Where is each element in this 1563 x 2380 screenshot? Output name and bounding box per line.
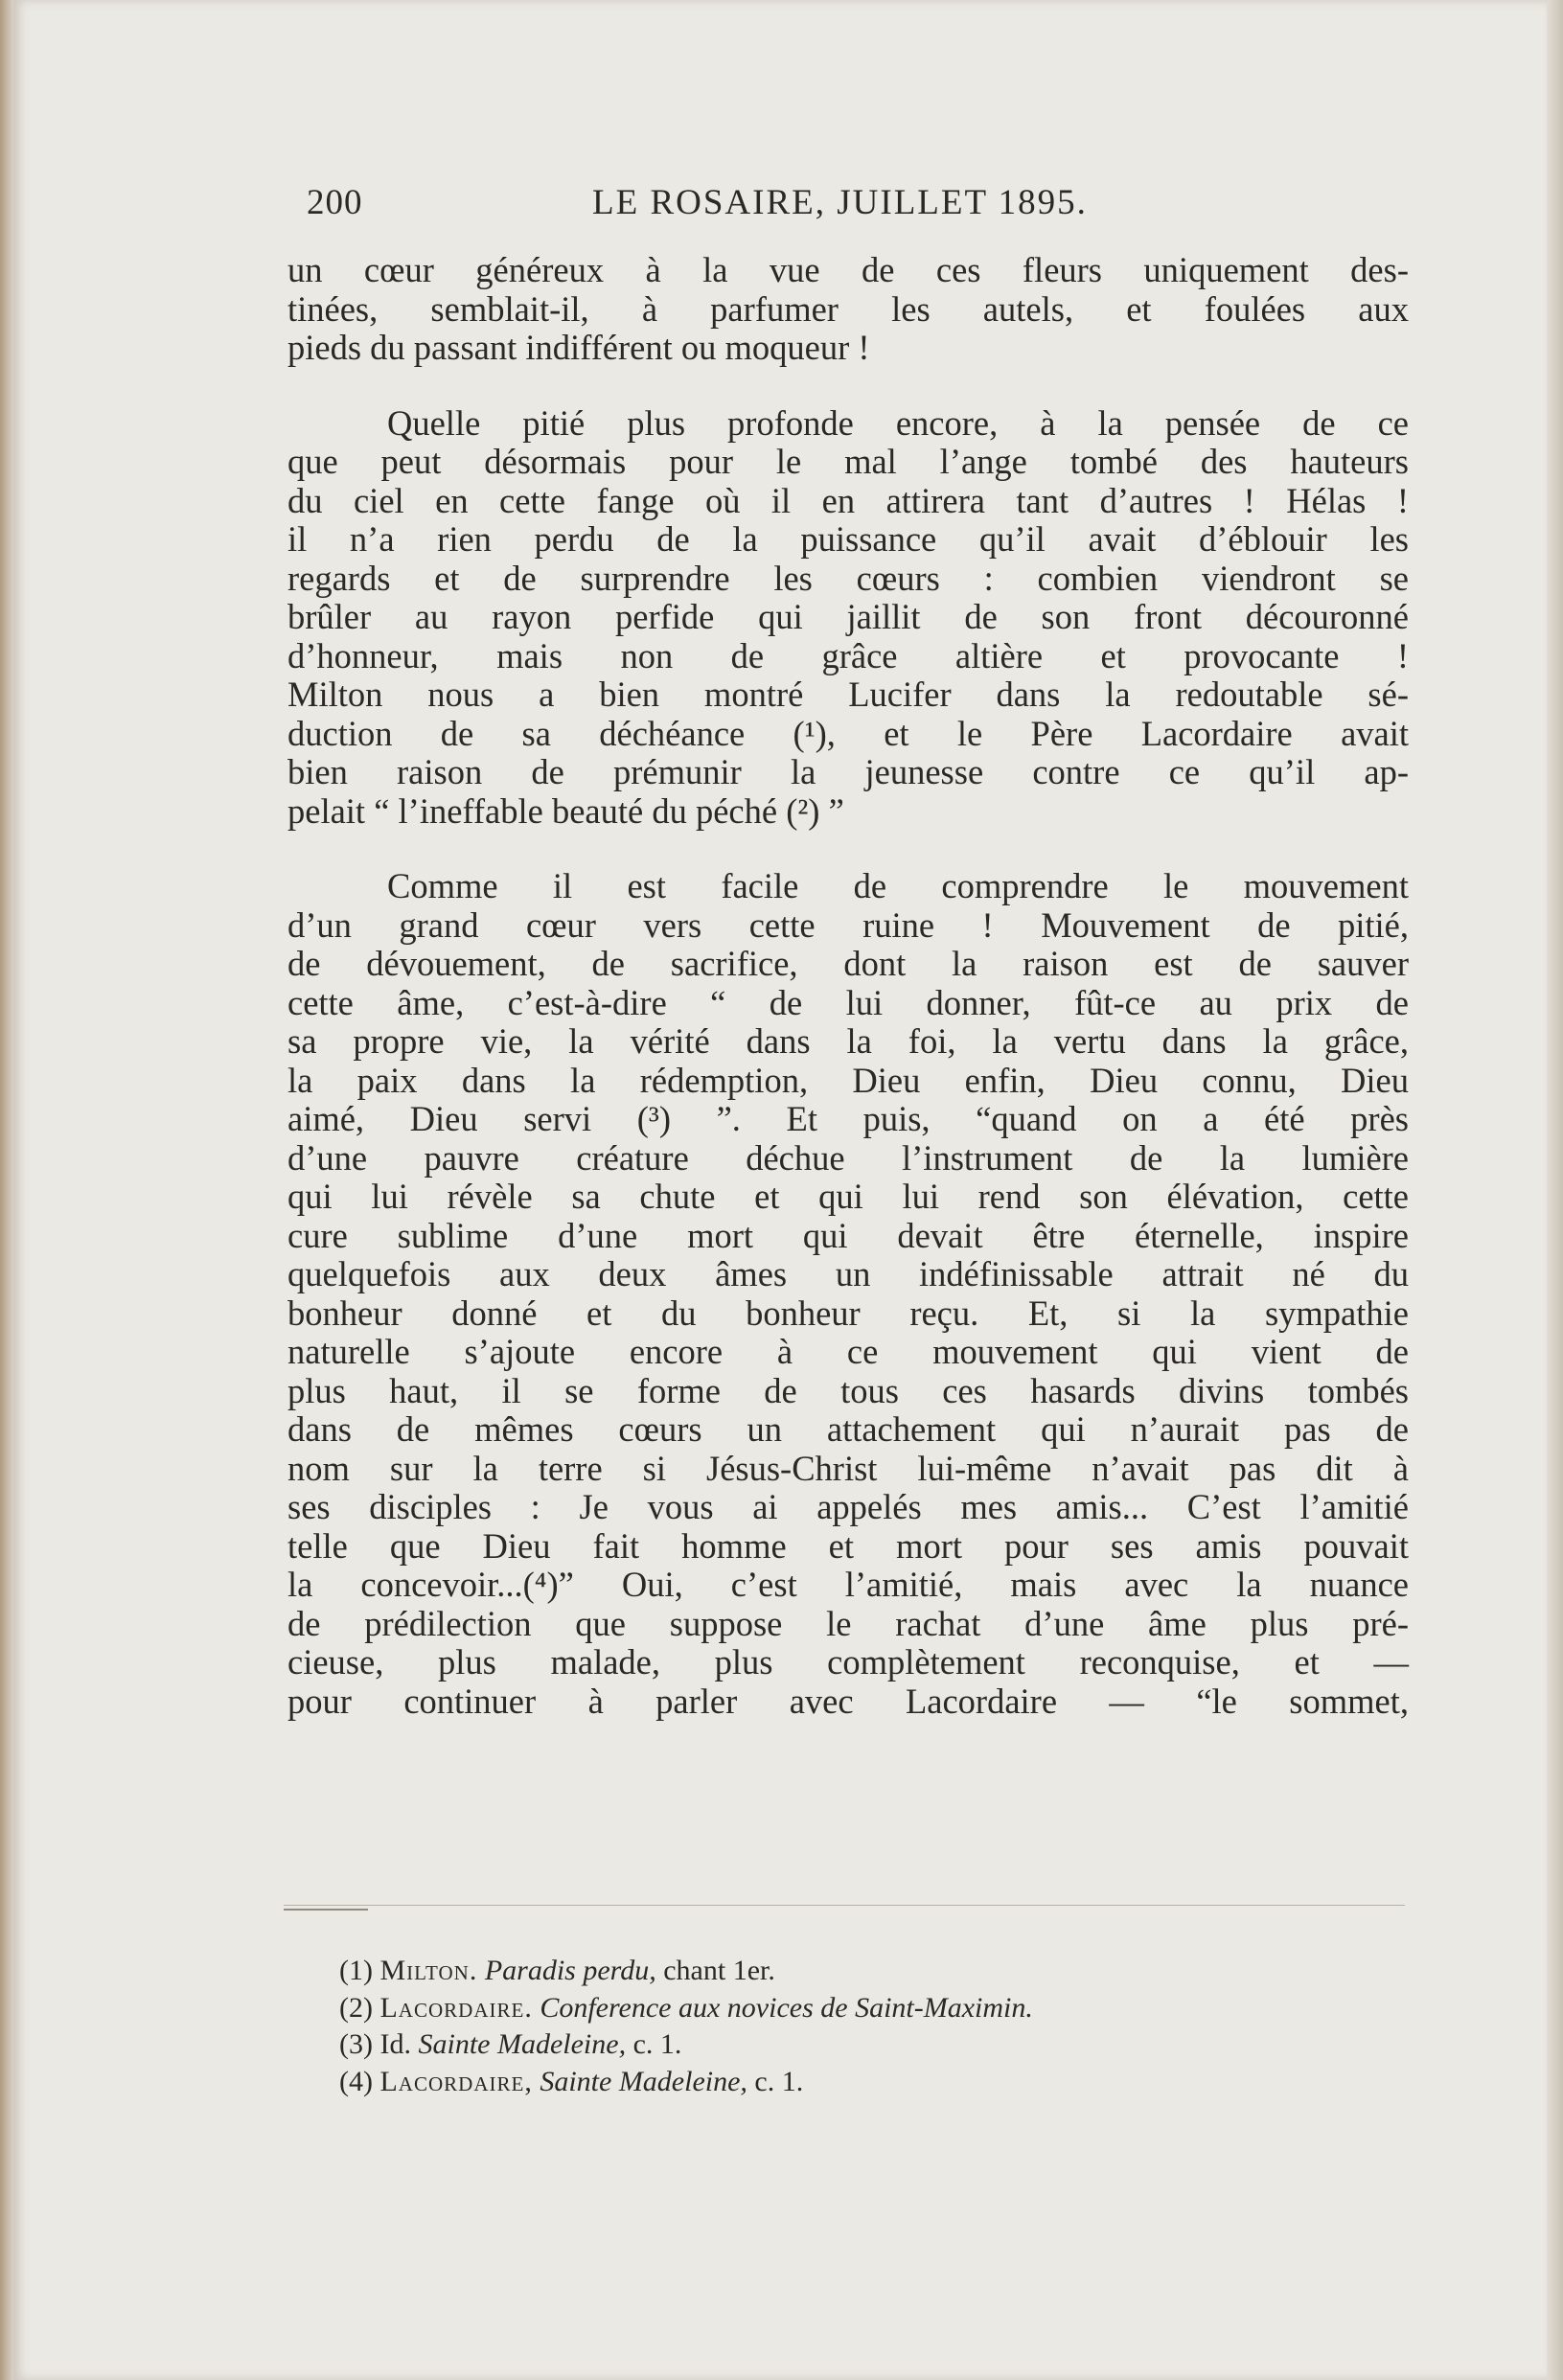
page-binding-edge <box>0 0 13 2380</box>
page-number: 200 <box>307 183 363 222</box>
text-line: brûler au rayon perfide qui jaillit de son front découronné <box>287 597 1409 636</box>
text-line: Quelle pitié plus profonde encore, à la pensée de ce <box>387 402 1409 443</box>
footnote-reference: chant 1er. <box>663 1955 775 1986</box>
footnote-work: Conference aux novices de Saint-Maximin. <box>540 1991 1033 2024</box>
text-line: naturelle s’ajoute encore à ce mouvement qui vient de <box>287 1332 1409 1371</box>
text-line: bonheur donné et du bonheur reçu. Et, si la sympathie <box>287 1293 1409 1333</box>
footnote-author: Lacordaire, <box>379 2065 533 2097</box>
page-header <box>307 182 1399 230</box>
page-fore-edge <box>1547 0 1563 2380</box>
text-line: cieuse, plus malade, plus complètement reconquise, et — <box>287 1642 1409 1682</box>
text-line: de prédilection que suppose le rachat d’une âme plus pré- <box>287 1603 1409 1643</box>
text-line: tinées, semblait-il, à parfumer les autels, et foulées aux <box>287 288 1409 329</box>
text-line: d’un grand cœur vers cette ruine ! Mouvement de pitié, <box>287 904 1409 945</box>
footnotes <box>339 1953 1345 2100</box>
footnote-reference: c. 1. <box>754 2065 804 2097</box>
footnote-marker: (3) <box>339 2028 373 2060</box>
text-line: bien raison de prémunir la jeunesse contre ce qu’il ap- <box>287 752 1409 791</box>
text-line: il n’a rien perdu de la puissance qu’il avait d’éblouir les <box>287 519 1409 559</box>
text-line: la paix dans la rédemption, Dieu enfin, Dieu connu, Dieu <box>287 1060 1409 1100</box>
footnote-author: Id. <box>379 2028 411 2060</box>
footnote-marker: (1) <box>339 1955 373 1986</box>
text-line: pelait “ l’ineffable beauté du péché (²) ” <box>287 790 844 831</box>
running-head: LE ROSAIRE, JUILLET 1895. <box>592 183 1088 222</box>
text-line: du ciel en cette fange où il en attirera tant d’autres ! Hélas ! <box>287 480 1409 520</box>
footnote-rule <box>284 1905 1405 1906</box>
text-line: pour continuer à parler avec Lacordaire — “le sommet, <box>287 1681 1409 1721</box>
footnote-marker: (2) <box>339 1991 373 2024</box>
footnote-author: Lacordaire. <box>379 1991 533 2024</box>
text-line: sa propre vie, la vérité dans la foi, la vertu dans la grâce, <box>287 1021 1409 1061</box>
text-line: d’une pauvre créature déchue l’instrument de la lumière <box>287 1137 1409 1178</box>
text-line: plus haut, il se forme de tous ces hasards divins tombés <box>287 1370 1409 1410</box>
footnote-reference: c. 1. <box>632 2028 682 2060</box>
footnote-work: Sainte Madeleine, <box>418 2028 627 2060</box>
text-line: nom sur la terre si Jésus-Christ lui-même n’avait pas dit à <box>287 1448 1409 1488</box>
text-line: Milton nous a bien montré Lucifer dans la redoutable sé- <box>287 675 1409 714</box>
footnote-separator <box>284 1909 368 1911</box>
text-line: quelquefois aux deux âmes un indéfinissable attrait né du <box>287 1254 1409 1293</box>
text-line: d’honneur, mais non de grâce altière et provocante ! <box>287 635 1409 675</box>
text-line: duction de sa déchéance (¹), et le Père Lacordaire avait <box>287 713 1409 753</box>
text-line: telle que Dieu fait homme et mort pour ses amis pouvait <box>287 1525 1409 1566</box>
text-line: que peut désormais pour le mal l’ange tombé des hauteurs <box>287 442 1409 481</box>
text-line: cure sublime d’une mort qui devait être éternelle, inspire <box>287 1215 1409 1255</box>
footnote-work: Paradis perdu, <box>484 1955 656 1986</box>
text-line: aimé, Dieu servi (³) ”. Et puis, “quand on a été près <box>287 1099 1409 1138</box>
text-line: dans de mêmes cœurs un attachement qui n’aurait pas de <box>287 1409 1409 1449</box>
text-line: de dévouement, de sacrifice, dont la raison est de sauver <box>287 944 1409 983</box>
text-line: la concevoir...(⁴)” Oui, c’est l’amitié, mais avec la nuance <box>287 1565 1409 1604</box>
footnote-work: Sainte Madeleine, <box>540 2065 747 2097</box>
footnote <box>339 1990 1345 2027</box>
text-line: Comme il est facile de comprendre le mouvement <box>387 866 1409 905</box>
footnote <box>339 2026 1345 2064</box>
footnote-marker: (4) <box>339 2065 373 2097</box>
text-line: un cœur généreux à la vue de ces fleurs uniquement des- <box>287 250 1409 289</box>
text-line: cette âme, c’est-à-dire “ de lui donner, fût-ce au prix de <box>287 982 1409 1022</box>
text-line: pieds du passant indifférent ou moqueur ! <box>287 328 870 367</box>
text-line: ses disciples : Je vous ai appelés mes amis... C’est l’amitié <box>287 1487 1409 1526</box>
footnote <box>339 2064 1345 2101</box>
footnote <box>339 1953 1345 1990</box>
body-text <box>287 251 1409 1721</box>
text-line: qui lui révèle sa chute et qui lui rend son élévation, cette <box>287 1177 1409 1216</box>
text-line: regards et de surprendre les cœurs : combien viendront se <box>287 558 1409 598</box>
footnote-author: Milton. <box>379 1955 478 1986</box>
